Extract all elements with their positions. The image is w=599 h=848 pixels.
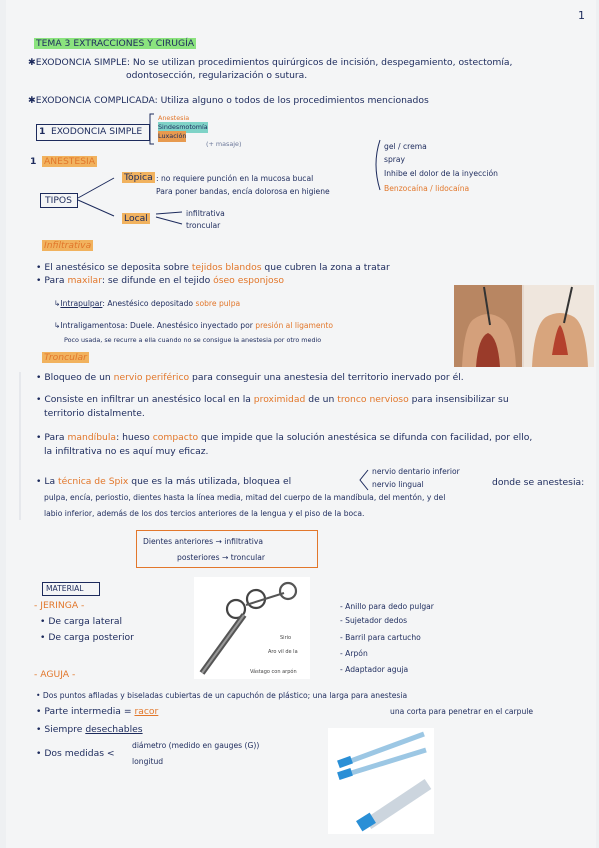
intraligamentosa-line2: Poco usada, se recurre a ella cuando no se consigue la anestesia por otro medio (64, 336, 322, 344)
part-anillo: - Anillo para dedo pulgar (340, 602, 434, 611)
troncular-bullet3: • Para mandíbula: hueso compacto que impide que la solución anestésica se difunda con facilidad, por ello, (36, 432, 533, 443)
aguja-bullet2: • Parte intermedia = racor (36, 706, 159, 717)
photo-label-sirio: Sirio (280, 635, 292, 641)
jeringa-item-posterior: • De carga posterior (40, 632, 134, 643)
dental-anesthesia-photo (454, 285, 594, 367)
troncular-bullet1: • Bloqueo de un nervio periférico para conseguir una anestesia del territorio inervado por él. (36, 372, 464, 383)
local-infiltrativa: infiltrativa (186, 209, 225, 218)
summary-posteriores: posteriores → troncular (177, 553, 265, 562)
complicada-def: ✱EXODONCIA COMPLICADA: Utiliza alguno o todos de los procedimientos mencionados (28, 95, 429, 106)
jeringa-item-lateral: • De carga lateral (40, 616, 123, 627)
spix-bullet: • La técnica de Spix que es la más utilizada, bloquea el (36, 476, 292, 487)
jeringa-heading: - JERINGA - (34, 600, 85, 611)
part-sujetador: - Sujetador dedos (340, 616, 408, 625)
part-arpon: - Arpón (340, 649, 368, 658)
photo-label-aro: Aro vil de la (268, 649, 298, 655)
step-luxacion: Luxación (158, 132, 187, 140)
part-adaptador: - Adaptador aguja (340, 665, 409, 674)
summary-box (136, 530, 318, 568)
tipos-box (40, 193, 78, 208)
page-number: 1 (578, 9, 585, 22)
part-barril: - Barril para cartucho (340, 633, 421, 642)
form-spray: spray (384, 155, 406, 164)
aguja-medidas: • Dos medidas < (36, 748, 115, 759)
local-label: Local (124, 213, 148, 224)
troncular-bullet2-l2: territorio distalmente. (44, 408, 145, 419)
step-masaje: (+ masaje) (206, 140, 242, 148)
form-benzocaina: Benzocaína / lidocaína (384, 184, 470, 193)
troncular-bullet2: • Consiste en infiltrar un anestésico local en la proximidad de un tronco nervioso para insensibilizar su (36, 394, 509, 405)
photo-label-vastago: Vástago con arpón (250, 669, 297, 675)
aguja-bullet1: • Dos puntos afiladas y biseladas cubiertas de un capuchón de plástico; una larga para anestesia (36, 691, 408, 700)
step-sindesmotomia: Sindesmotomía (158, 123, 208, 131)
topica-label: Tópica (124, 172, 153, 183)
infiltrativa-bullet2: • Para maxilar: se difunde en el tejido óseo esponjoso (36, 275, 285, 286)
spix-line2: pulpa, encía, periostio, dientes hasta la línea media, mitad del cuerpo de la mandíbula, del mentón, y del (44, 493, 446, 502)
form-gel: gel / crema (384, 142, 427, 151)
aguja-bullet3: • Siempre desechables (36, 724, 143, 735)
material-heading: MATERIAL (46, 584, 84, 593)
form-inhibe: Inhibe el dolor de la inyección (384, 169, 498, 178)
needles-photo (328, 728, 434, 834)
page-title: TEMA 3 EXTRACCIONES Y CIRUGÍA (36, 38, 195, 49)
spix-line3: labio inferior, además de los dos tercios anteriores de la lengua y el piso de la boca. (44, 509, 365, 518)
nerve-lingual: nervio lingual (372, 480, 424, 489)
step-anestesia: Anestesia (158, 114, 190, 122)
section1-box (36, 124, 150, 141)
topica-text2: Para poner bandas, encía dolorosa en higiene (156, 187, 330, 196)
simple-def-label: ✱EXODONCIA SIMPLE: No se utilizan procedimientos quirúrgicos de incisión, despegamiento, ostectomía, (28, 57, 513, 68)
summary-anteriores: Dientes anteriores → infiltrativa (143, 537, 264, 546)
infiltrativa-heading: Infiltrativa (44, 240, 92, 251)
anestesia-heading: ANESTESIA (44, 156, 96, 167)
intraligamentosa: ↳Intraligamentosa: Duele. Anestésico inyectado por presión al ligamento (54, 321, 334, 330)
anestesia-num: 1 (30, 156, 37, 167)
troncular-bullet3-l2: la infiltrativa no es aquí muy eficaz. (44, 446, 209, 457)
simple-def-line2: odontosección, regularización o sutura. (126, 70, 308, 81)
section1-label: EXODONCIA SIMPLE (51, 126, 143, 137)
material-box (42, 582, 100, 596)
section1-num: 1 (39, 126, 46, 137)
local-troncular: troncular (186, 221, 221, 230)
tipos-label: TIPOS (45, 195, 72, 206)
intrapulpar: ↳Intrapulpar: Anestésico depositado sobre pulpa (54, 299, 241, 308)
topica-text: : no requiere punción en la mucosa bucal (156, 174, 314, 183)
syringe-photo (194, 577, 310, 679)
aguja-heading: - AGUJA - (34, 669, 76, 680)
infiltrativa-bullet1: • El anestésico se deposita sobre tejidos blandos que cubren la zona a tratar (36, 262, 390, 273)
medidas-diametro: diámetro (medido en gauges (G)) (132, 741, 260, 750)
aguja-bullet1-l2: una corta para penetrar en el carpule (390, 707, 534, 716)
nerve-dentario: nervio dentario inferior (372, 467, 460, 476)
spix-end: donde se anestesia: (492, 477, 585, 488)
medidas-longitud: longitud (132, 757, 164, 766)
notes-page (6, 0, 596, 848)
troncular-heading: Troncular (44, 352, 87, 363)
